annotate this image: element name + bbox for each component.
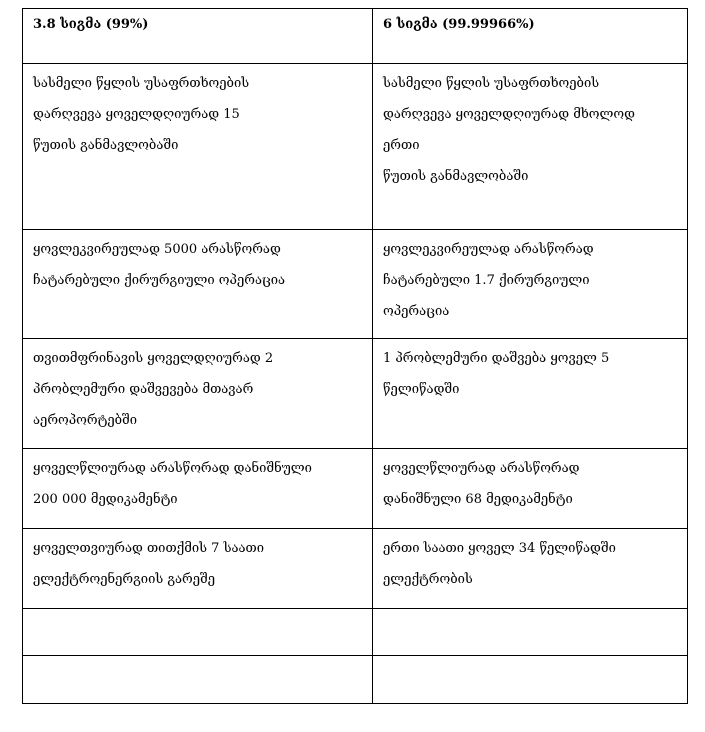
cell-text-line: ოპერაცია	[383, 304, 450, 319]
table-row	[23, 449, 688, 529]
table-row	[23, 339, 688, 449]
cell-text-line: დარღვევა ყოველდღიურად მხოლოდ	[383, 107, 635, 122]
cell-text-line: ყოვლეკვირეულად 5000 არასწორად	[33, 242, 281, 257]
empty-cell	[23, 609, 373, 656]
cell-text-line: დანიშნული 68 მედიკამენტი	[383, 492, 573, 507]
empty-cell	[373, 656, 688, 704]
table-row	[23, 529, 688, 609]
cell-6-sigma	[373, 339, 688, 449]
cell-text-line: პრობლემური დაშვევება მთავარ	[33, 382, 254, 397]
cell-text-line: წელიწადში	[383, 382, 460, 397]
cell-text-line: ჩატარებული 1.7 ქირურგიული	[383, 273, 590, 288]
cell-6-sigma	[373, 449, 688, 529]
cell-6-sigma	[373, 529, 688, 609]
cell-3-8-sigma	[23, 529, 373, 609]
cell-text-line: 1 პრობლემური დაშვება ყოველ 5	[383, 351, 610, 366]
cell-3-8-sigma	[23, 230, 373, 339]
cell-text-line: ყოველწლიურად არასწორად დანიშნული	[33, 461, 312, 476]
cell-text-line: თვითმფრინავის ყოველდღიურად 2	[33, 351, 274, 366]
header-cell-3-8-sigma	[23, 9, 373, 64]
header-cell-6-sigma	[373, 9, 688, 64]
cell-3-8-sigma	[23, 339, 373, 449]
cell-3-8-sigma	[23, 449, 373, 529]
cell-text-line: ერთი	[383, 138, 420, 153]
empty-row	[23, 656, 688, 704]
cell-text-line: წუთის განმავლობაში	[383, 169, 529, 184]
cell-text-line: ელექტროენერგიის გარეშე	[33, 572, 216, 587]
empty-row	[23, 609, 688, 656]
cell-text-line: ელექტრობის	[383, 572, 473, 587]
empty-cell	[23, 656, 373, 704]
cell-text-line: აეროპორტებში	[33, 413, 138, 428]
cell-3-8-sigma	[23, 64, 373, 230]
table-row	[23, 230, 688, 339]
table-row	[23, 64, 688, 230]
cell-text-line: სასმელი წყლის უსაფრთხოების	[33, 76, 250, 91]
cell-text-line: ჩატარებული ქირურგიული ოპერაცია	[33, 273, 286, 288]
cell-text-line: ყოვლეკვირეულად არასწორად	[383, 242, 594, 257]
cell-text-line: ყოველწლიურად არასწორად	[383, 461, 580, 476]
cell-text-line: 200 000 მედიკამენტი	[33, 492, 178, 507]
header-label: 6 სიგმა (99.99966%)	[383, 17, 535, 32]
cell-6-sigma	[373, 64, 688, 230]
cell-text-line: სასმელი წყლის უსაფრთხოების	[383, 76, 600, 91]
empty-cell	[373, 609, 688, 656]
header-row	[23, 9, 688, 64]
cell-6-sigma	[373, 230, 688, 339]
cell-text-line: ყოველთვიურად თითქმის 7 საათი	[33, 541, 264, 556]
header-label: 3.8 სიგმა (99%)	[33, 17, 149, 32]
cell-text-line: დარღვევა ყოველდღიურად 15	[33, 107, 240, 122]
cell-text-line: ერთი საათი ყოველ 34 წელიწადში	[383, 541, 616, 556]
cell-text-line: წუთის განმავლობაში	[33, 138, 179, 153]
comparison-table	[22, 8, 688, 704]
